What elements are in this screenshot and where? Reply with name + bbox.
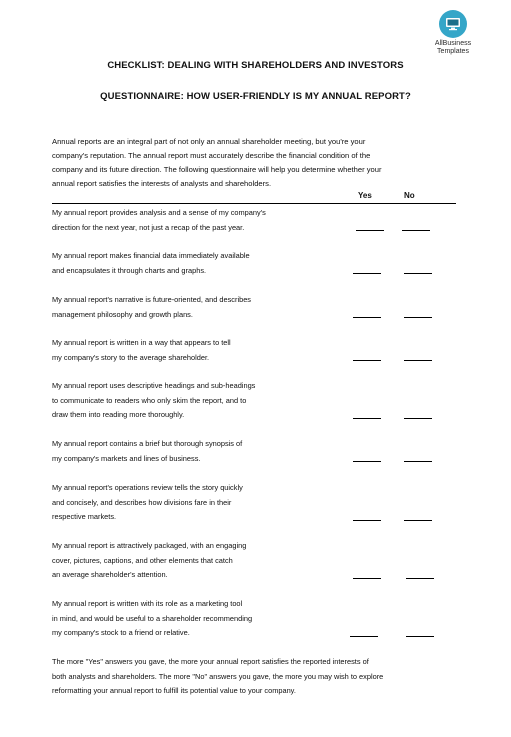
- allbusiness-templates-logo: [425, 10, 481, 56]
- no-answer-blank[interactable]: [404, 273, 432, 274]
- question-line: My annual report's operations review tells the story quickly: [52, 483, 243, 492]
- question-line: My annual report is attractively packaged, with an engaging: [52, 541, 247, 550]
- question-line: My annual report provides analysis and a sense of my company's: [52, 208, 266, 217]
- question-item: [52, 437, 342, 466]
- question-line: My annual report is written in a way that appears to tell: [52, 338, 231, 347]
- question-item: [52, 481, 342, 525]
- document-subtitle: QUESTIONNAIRE: HOW USER-FRIENDLY IS MY ANNUAL REPORT?: [100, 91, 411, 102]
- question-line: my company's markets and lines of business.: [52, 453, 201, 463]
- footer-line: The more "Yes" answers you gave, the more your annual report satisfies the reported interests of: [52, 657, 369, 666]
- yes-answer-blank[interactable]: [353, 418, 381, 419]
- question-line: to communicate to readers who only skim the report, and to: [52, 395, 247, 405]
- monitor-icon: [439, 10, 467, 38]
- question-line: my company's story to the average shareholder.: [52, 352, 210, 362]
- question-item: [52, 597, 342, 641]
- yes-column-header: Yes: [358, 191, 372, 200]
- intro-line: company's reputation. The annual report must accurately describe the financial condition of the: [52, 151, 371, 160]
- yes-answer-blank[interactable]: [353, 273, 381, 274]
- logo-text: [425, 40, 481, 56]
- yes-answer-blank[interactable]: [353, 578, 381, 579]
- yes-answer-blank[interactable]: [353, 360, 381, 361]
- question-line: draw them into reading more thoroughly.: [52, 410, 185, 420]
- logo-line-1: AllBusiness: [434, 40, 472, 47]
- no-answer-blank[interactable]: [404, 520, 432, 521]
- no-answer-blank[interactable]: [404, 317, 432, 318]
- question-item: [52, 379, 342, 423]
- question-line: management philosophy and growth plans.: [52, 309, 193, 319]
- yes-answer-blank[interactable]: [353, 461, 381, 462]
- yes-answer-blank[interactable]: [353, 520, 381, 521]
- question-line: and concisely, and describes how divisions fare in their: [52, 497, 232, 507]
- no-answer-blank[interactable]: [404, 461, 432, 462]
- question-line: an average shareholder's attention.: [52, 570, 168, 580]
- no-answer-blank[interactable]: [406, 578, 434, 579]
- question-line: respective markets.: [52, 512, 117, 522]
- yes-answer-blank[interactable]: [356, 230, 384, 231]
- logo-line-2: Templates: [437, 48, 469, 55]
- question-line: my company's stock to a friend or relative.: [52, 628, 190, 638]
- no-column-header: No: [404, 191, 415, 200]
- intro-paragraph: [52, 135, 460, 191]
- question-line: My annual report makes financial data immediately available: [52, 251, 250, 260]
- question-item: [52, 293, 342, 322]
- question-item: [52, 206, 342, 235]
- question-line: My annual report contains a brief but thorough synopsis of: [52, 439, 243, 448]
- question-item: [52, 249, 342, 278]
- question-line: and encapsulates it through charts and graphs.: [52, 265, 207, 275]
- question-item: [52, 336, 342, 365]
- footer-line: both analysts and shareholders. The more "No" answers you gave, the more you may wish to explore: [52, 671, 384, 681]
- intro-line: annual report satisfies the interests of analysts and shareholders.: [52, 179, 272, 188]
- no-answer-blank[interactable]: [406, 636, 434, 637]
- no-answer-blank[interactable]: [404, 360, 432, 361]
- question-line: My annual report is written with its role as a marketing tool: [52, 599, 243, 608]
- no-answer-blank[interactable]: [402, 230, 430, 231]
- conclusion-paragraph: [52, 655, 462, 699]
- question-line: My annual report's narrative is future-oriented, and describes: [52, 295, 252, 304]
- footer-line: reformatting your annual report to fulfill its potential value to your company.: [52, 686, 296, 695]
- no-answer-blank[interactable]: [404, 418, 432, 419]
- question-line: direction for the next year, not just a recap of the past year.: [52, 222, 245, 232]
- question-line: cover, pictures, captions, and other elements that catch: [52, 555, 233, 565]
- question-line: in mind, and would be useful to a shareholder recommending: [52, 613, 253, 623]
- intro-line: Annual reports are an integral part of not only an annual shareholder meeting, but you're your: [52, 137, 366, 146]
- question-line: My annual report uses descriptive headings and sub-headings: [52, 381, 256, 390]
- intro-line: company and its future direction. The following questionnaire will help you determine whether your: [52, 165, 382, 174]
- yes-answer-blank[interactable]: [350, 636, 378, 637]
- yes-answer-blank[interactable]: [353, 317, 381, 318]
- document-title: CHECKLIST: DEALING WITH SHAREHOLDERS AND INVESTORS: [107, 60, 404, 71]
- header-divider: [52, 203, 456, 204]
- question-item: [52, 539, 342, 583]
